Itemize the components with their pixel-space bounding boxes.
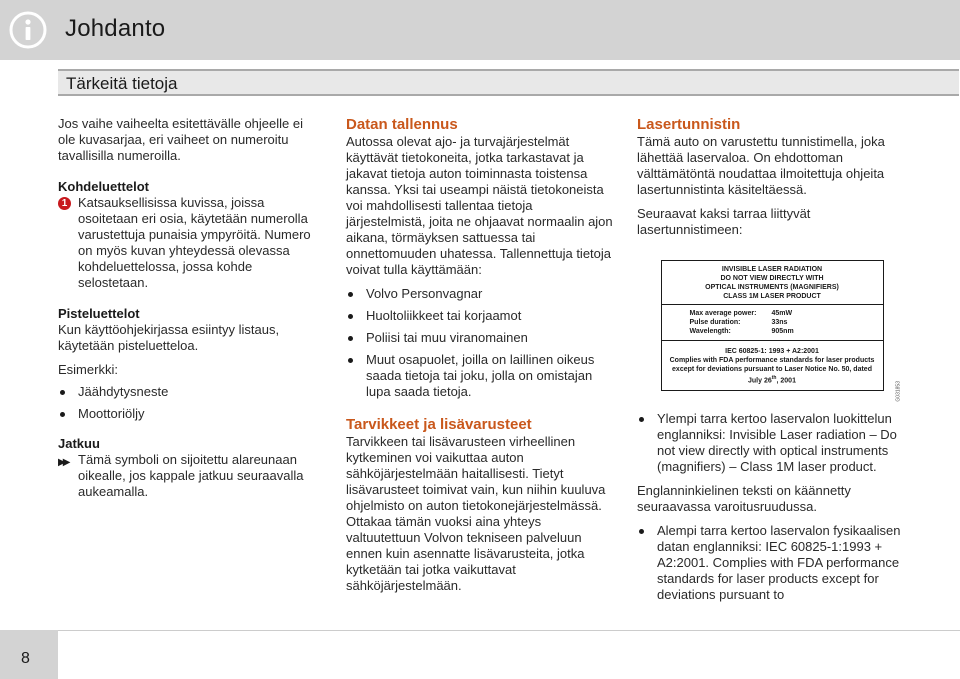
label-date-sup: th: [771, 375, 777, 381]
label-line: [666, 374, 879, 385]
laser-label-compliance: [662, 341, 883, 390]
column-1: [58, 116, 320, 500]
lasertunnistin-text: Tämä auto on varustettu tunnistimella, joka lähettää laservaloa. On ehdottoman välttämätöntä noudattaa ilmoitettuja ohjeita lasertunnistinta käsiteltäessä.: [637, 134, 885, 197]
kohdeluettelot-text: Katsauksellisissa kuvissa, joissa osoitetaan eri osia, käytetään numerolla varustettuja punaisia ympyröitä. Numero on myös kuvan yhteydessä olevassa kohdeluettelossa, jossa kohde selostetaan.: [78, 195, 311, 290]
spec-value: 33ns: [771, 319, 788, 326]
tarvikkeet-text: Tarvikkeen tai lisävarusteen virheellinen kytkeminen voi vaikuttaa auton sähköjärjestelmään haitallisesti. Tietyt lisävarusteet toimivat vain, kun niihin kuuluva ohjelmisto on auton tietokonejärjestelmässä. Ottakaa tämän vuoksi aina yhteys valtuutettuun Volvon tekniseen palveluun ennen kuin asennatte lisävarusteita, jotka kytketään tai jotka vaikuttavat sähköjärjestelmään.: [346, 434, 606, 593]
spec-value: 905nm: [771, 328, 794, 335]
jatkuu-heading: Jatkuu: [58, 436, 100, 451]
laser-list-2: [637, 523, 907, 603]
laser-list-1: [637, 411, 907, 475]
label-code: G031853: [895, 381, 902, 402]
laser-label-specs: [662, 305, 883, 341]
callout-number-icon: 1: [58, 197, 71, 210]
tarvikkeet-heading: Tarvikkeet ja lisävarusteet: [346, 416, 532, 433]
list-item: Moottoriöljy: [58, 406, 320, 422]
section-title: Tärkeitä tietoja: [66, 74, 178, 93]
label-line: CLASS 1M LASER PRODUCT: [723, 293, 821, 300]
column-3: [637, 116, 907, 603]
intro-text: Jos vaihe vaiheelta esitettävälle ohjeelle ei ole kuvasarjaa, eri vaiheet on numeroitu tavallisilla numeroilla.: [58, 116, 303, 163]
list-item: Volvo Personvagnar: [346, 286, 614, 302]
spec-row: [690, 327, 883, 336]
jatkuu-block: [58, 452, 320, 500]
spec-key: Pulse duration:: [689, 319, 741, 326]
list-item: Poliisi tai muu viranomainen: [346, 330, 614, 346]
callout-example: [58, 195, 320, 291]
continue-arrows-icon: ▶▶: [58, 457, 68, 468]
list-item: Huoltoliikkeet tai korjaamot: [346, 308, 614, 324]
translation-note: Englanninkielinen teksti on käännetty seuraavassa varoitusruudussa.: [637, 483, 851, 515]
datan-tallennus-heading: Datan tallennus: [346, 116, 458, 133]
lasertunnistin-heading: Lasertunnistin: [637, 116, 741, 133]
list-item: Alempi tarra kertoo laservalon fysikaalisen datan englanniksi: IEC 60825-1:1993 + A2:2001. Complies with FDA performance standards for laser products except for deviations pursuant to: [637, 523, 907, 603]
datan-list: [346, 286, 614, 400]
label-line: OPTICAL INSTRUMENTS (MAGNIFIERS): [705, 284, 839, 291]
list-item: Muut osapuolet, joilla on laillinen oikeus saada tietoja tai joku, jolla on omistajan lupa saada tietoja.: [346, 352, 614, 400]
label-line: IEC 60825-1: 1993 + A2:2001: [725, 348, 819, 355]
datan-tallennus-text: Autossa olevat ajo- ja turvajärjestelmät käyttävät tietokoneita, jotka tarkastavat ja jakavat tietoja auton toiminnasta toistensa kanssa. Yksi tai useampi näistä tietokoneista voi mahdollisesti tallentaa tietoja järjestelmistä, joita ne ohjaavat normaalin ajon aikana, törmäyksen sattuessa tai onnettomuuden uhatessa. Tallennettuja tietoja voivat tulla käyttämään:: [346, 134, 613, 277]
spec-key: Wavelength:: [689, 328, 731, 335]
list-item: Ylempi tarra kertoo laservalon luokittelun englanniksi: Invisible Laser radiation – Do not view directly with optical instruments (magnifiers) – Class 1M laser product.: [637, 411, 907, 475]
section-bar: [58, 69, 959, 96]
page-title: Johdanto: [65, 15, 166, 42]
header-bar: [0, 0, 960, 60]
page-number-box: [0, 630, 58, 679]
label-line: Complies with FDA performance standards for laser products: [669, 357, 875, 364]
label-line: except for deviations pursuant to Laser Notice No. 50, dated: [672, 366, 872, 373]
label-date: July 26: [748, 377, 772, 385]
column-2: [346, 116, 614, 594]
kohdeluettelot-heading: Kohdeluettelot: [58, 179, 149, 194]
lasertunnistin-text-2: Seuraavat kaksi tarraa liittyvät lasertunnistimeen:: [637, 206, 811, 237]
list-item: Jäähdytysneste: [58, 384, 320, 400]
spec-row: [690, 318, 883, 327]
info-icon: [9, 11, 47, 49]
label-line: INVISIBLE LASER RADIATION: [721, 266, 823, 273]
pisteluettelot-text: Kun käyttöohjekirjassa esiintyy listaus, käytetään pisteluetteloa.: [58, 322, 280, 353]
pisteluettelot-heading: Pisteluettelot: [58, 306, 140, 321]
footer-rule: [58, 630, 960, 631]
example-label: Esimerkki:: [58, 362, 118, 377]
page-number: 8: [21, 650, 30, 667]
example-list: [58, 384, 320, 422]
label-date-year: , 2001: [776, 377, 796, 385]
spec-row: [690, 309, 883, 318]
label-line: DO NOT VIEW DIRECTLY WITH: [720, 275, 824, 282]
jatkuu-text: Tämä symboli on sijoitettu alareunaan oikealle, jos kappale jatkuu seuraavalla aukeamalla.: [78, 452, 304, 499]
spec-value: 45mW: [771, 310, 793, 317]
laser-warning-label: [661, 260, 902, 402]
laser-label-top: [662, 261, 883, 305]
spec-key: Max average power:: [689, 310, 757, 317]
